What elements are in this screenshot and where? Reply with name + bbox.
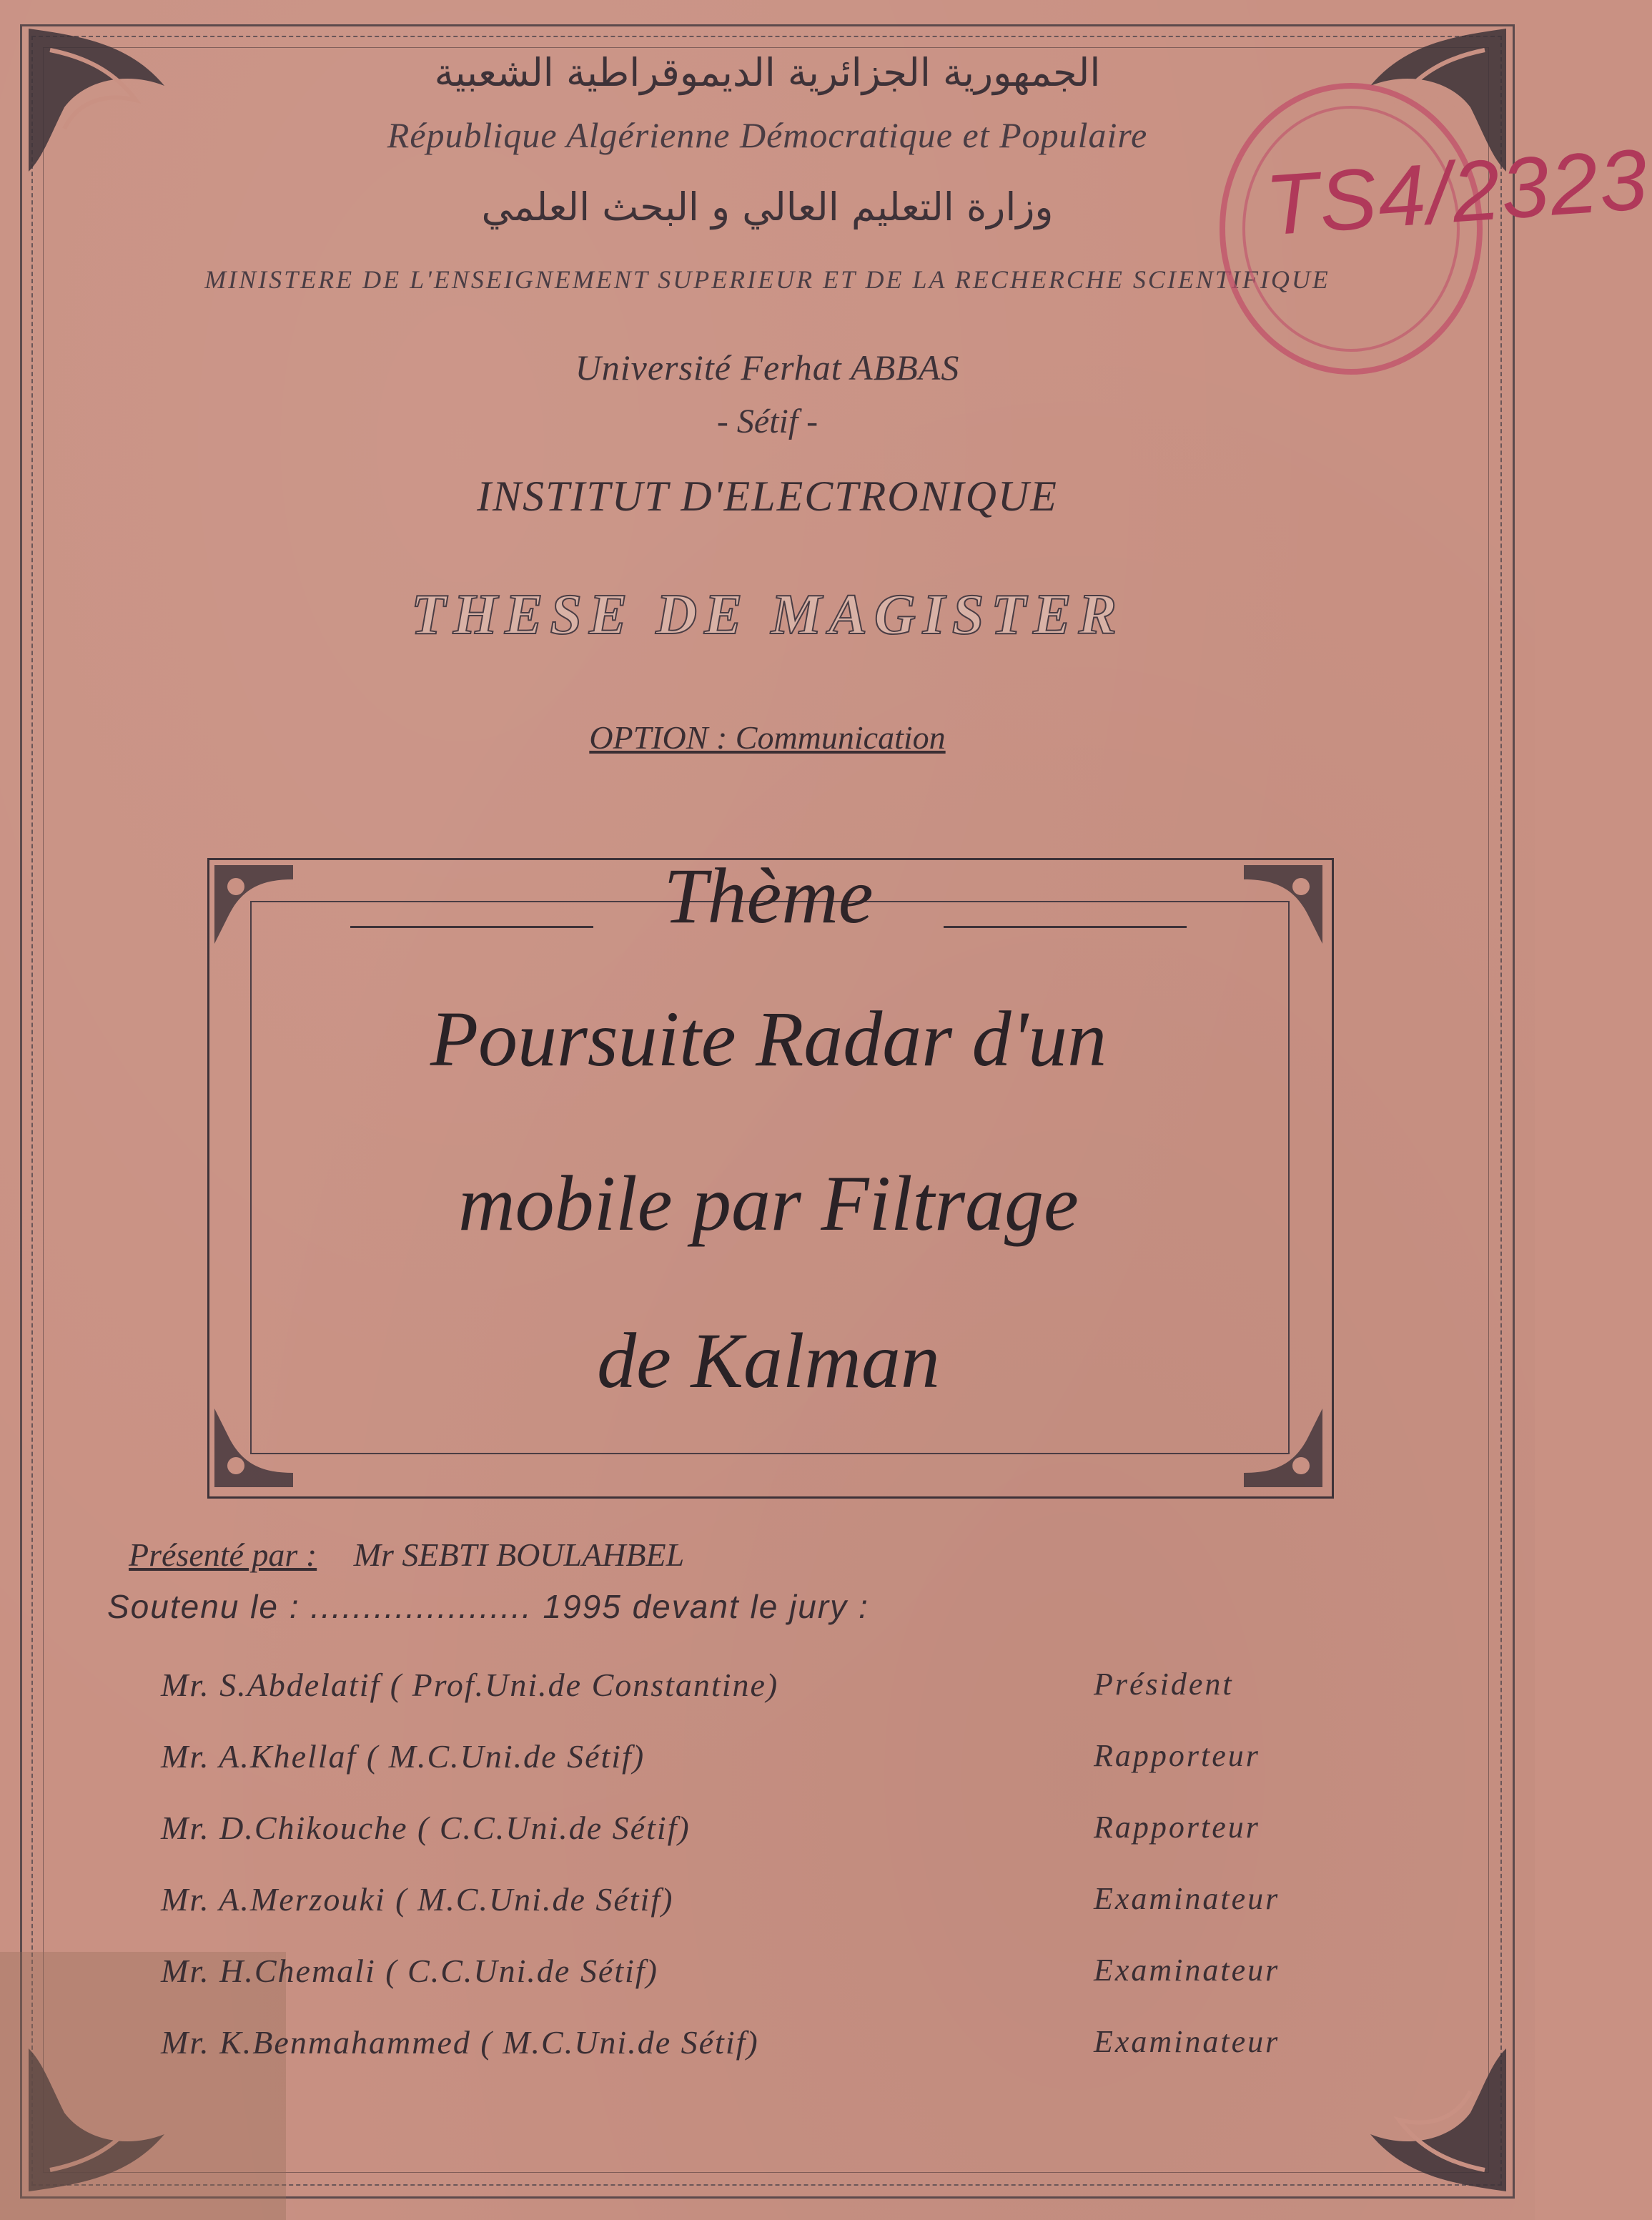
jury-member-role: Rapporteur [1094,1738,1260,1773]
republic-heading: République Algérienne Démocratique et Populaire [387,115,1148,155]
jury-row [0,1809,1535,1873]
ministry-heading: MINISTERE DE L'ENSEIGNEMENT SUPERIEUR ET DE LA RECHERCHE SCIENTIFIQUE [204,265,1330,294]
jury-member-name: Mr. K.Benmahammed ( M.C.Uni.de Sétif) [161,2024,759,2061]
stamp-code: TS4/2323 [1262,131,1652,254]
option-label: OPTION : Communication [589,719,946,756]
jury-member-role: Examinateur [1094,1881,1280,1916]
jury-member-name: Mr. H.Chemali ( C.C.Uni.de Sétif) [161,1953,658,1989]
arabic-republic-heading: الجمهورية الجزائرية الديموقراطية الشعبية [434,50,1101,95]
jury-member-role: Examinateur [1094,2024,1280,2059]
jury-member-role: Président [1094,1667,1234,1702]
theme-line-3: de Kalman [597,1317,940,1404]
jury-row [0,1666,1535,1730]
theme-heading: Thème [663,852,874,939]
jury-member-name: Mr. A.Khellaf ( M.C.Uni.de Sétif) [161,1738,646,1775]
arabic-ministry-heading: وزارة التعليم العالي و البحث العلمي [481,184,1054,230]
institute-name: INSTITUT D'ELECTRONIQUE [477,473,1058,520]
jury-member-name: Mr. D.Chikouche ( C.C.Uni.de Sétif) [161,1810,691,1846]
box-ornament-bottom-right [1237,1401,1330,1494]
jury-row [0,1880,1535,1945]
university-city: - Sétif - [716,403,818,440]
presented-by-label: Présenté par : [129,1536,317,1573]
jury-member-name: Mr. A.Merzouki ( M.C.Uni.de Sétif) [161,1881,674,1918]
jury-member-role: Rapporteur [1094,1810,1260,1845]
presenter-name: Mr SEBTI BOULAHBEL [353,1536,685,1573]
theme-box [207,852,1330,1494]
jury-member-role: Examinateur [1094,1953,1280,1988]
theme-line-2: mobile par Filtrage [458,1160,1079,1247]
university-name: Université Ferhat ABBAS [575,347,960,388]
jury-row [0,1737,1535,1802]
presenter-line [129,1536,684,1574]
thesis-option [0,719,1535,756]
jury-member-name: Mr. S.Abdelatif ( Prof.Uni.de Constantine) [161,1667,779,1703]
box-ornament-bottom-left [207,1401,300,1494]
jury-row [0,1952,1535,2016]
thesis-type: THESE DE MAGISTER [411,583,1124,646]
defense-line: Soutenu le : ..................... 1995 devant le jury : [107,1588,869,1625]
theme-line-1: Poursuite Radar d'un [430,995,1107,1082]
jury-row [0,2023,1535,2088]
